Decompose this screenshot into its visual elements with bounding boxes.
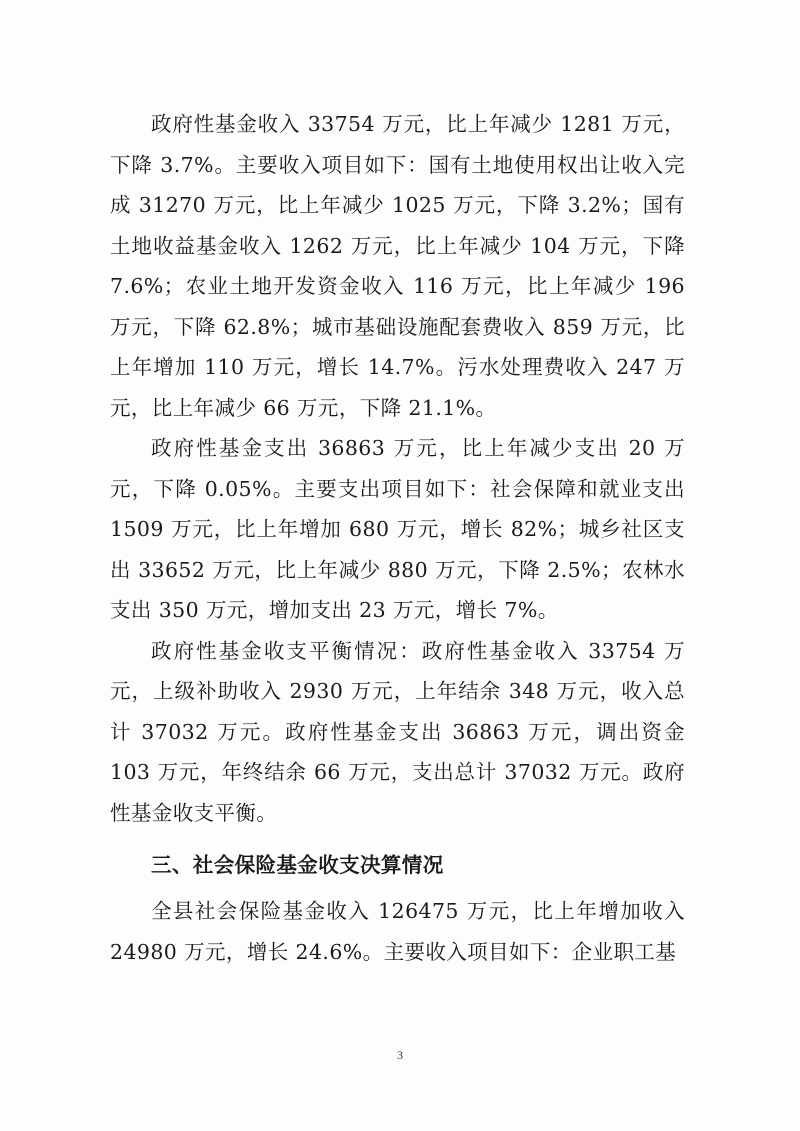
paragraph-fund-balance: 政府性基金收支平衡情况：政府性基金收入 33754 万元，上级补助收入 2930 万元，上年结余 348 万元，收入总计 37032 万元。政府性基金支出 36863 万元，调出资金 103 万元，年终结余 66 万元，支出总计 37032 万元。政府性基金收支平衡。 xyxy=(110,638,685,825)
document-body xyxy=(110,104,685,972)
page-number: 3 xyxy=(397,1048,403,1062)
paragraph-fund-expenditure: 政府性基金支出 36863 万元，比上年减少支出 20 万元，下降 0.05%。主要支出项目如下：社会保障和就业支出 1509 万元，比上年增加 680 万元，增长 82%；城乡社区支出 33652 万元，比上年减少 880 万元，下降 2.5%；农林水支出 350 万元，增加支出 23 万元，增长 7%。 xyxy=(110,436,685,622)
section-heading: 三、社会保险基金收支决算情况 xyxy=(151,853,444,877)
paragraph-fund-revenue: 政府性基金收入 33754 万元，比上年减少 1281 万元，下降 3.7%。主要收入项目如下：国有土地使用权出让收入完成 31270 万元，比上年减少 1025 万元，下降 3.2%；国有土地收益基金收入 1262 万元，比上年减少 104 万元，下降 7.6%；农业土地开发资金收入 116 万元，比上年减少 196 万元，下降 62.8%；城市基础设施配套费收入 859 万元，比上年增加 110 万元，增长 14.7%。污水处理费收入 247 万元，比上年减少 66 万元，下降 21.1%。 xyxy=(110,112,685,420)
paragraph-social-insurance: 全县社会保险基金收入 126475 万元，比上年增加收入 24980 万元，增长 24.6%。主要收入项目如下：企业职工基 xyxy=(110,899,685,964)
